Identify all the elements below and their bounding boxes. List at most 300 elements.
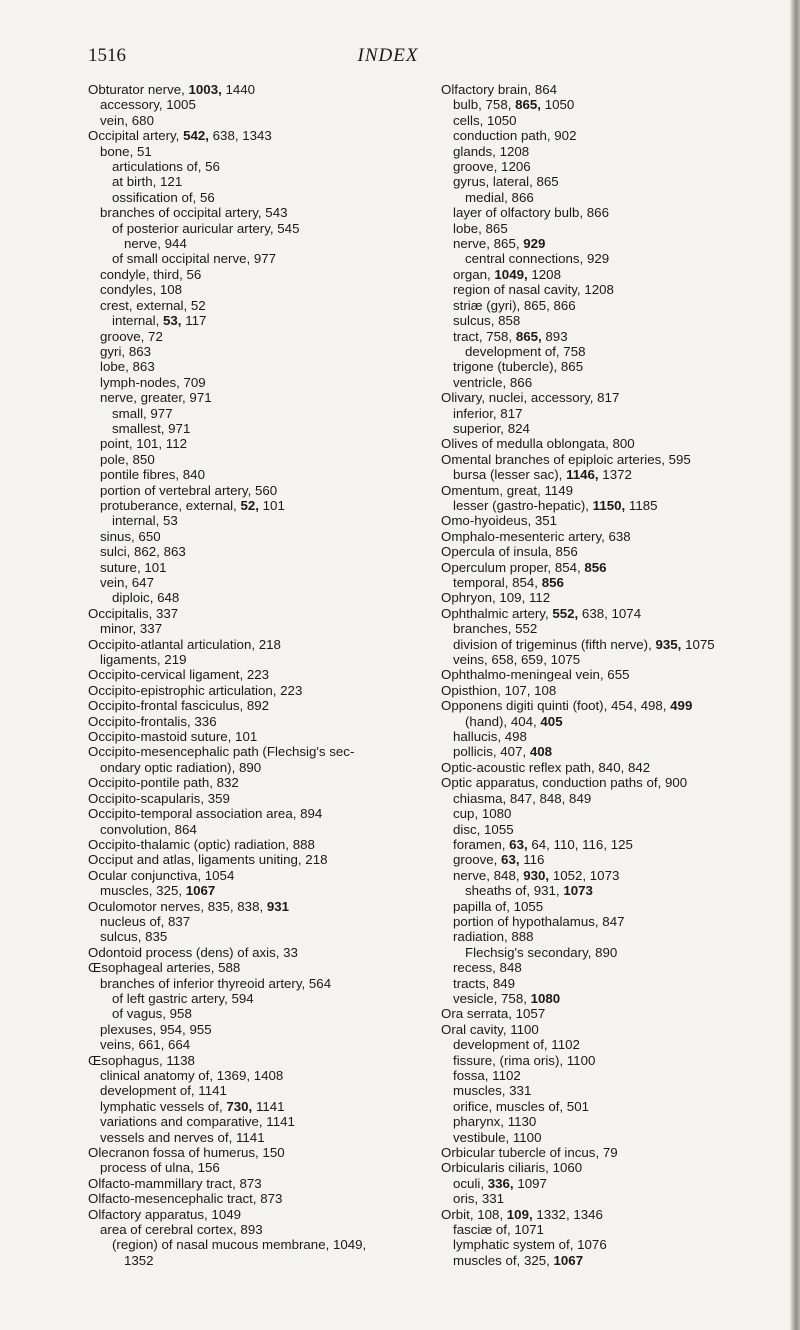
index-entry — [441, 714, 796, 729]
entry-text: muscles, 325, — [100, 883, 186, 899]
index-entry — [441, 791, 796, 806]
entry-text: nerve, 848, — [453, 867, 524, 883]
index-entry — [441, 1160, 796, 1175]
index-entry — [441, 698, 796, 713]
entry-text: ligaments, 219 — [100, 652, 187, 668]
entry-text: of left gastric artery, 594 — [112, 990, 254, 1006]
index-entry — [88, 267, 438, 282]
entry-text: pole, 850 — [100, 451, 155, 467]
entry-text: Occipito-thalamic (optic) radiation, 888 — [88, 836, 315, 852]
index-entry — [441, 544, 796, 559]
entry-text: accessory, 1005 — [100, 97, 196, 113]
entry-text: Occipitalis, 337 — [88, 605, 179, 621]
entry-bold-page: 1150, — [592, 497, 626, 513]
index-entry — [441, 1237, 796, 1252]
entry-text: Ophthalmic artery, — [441, 605, 553, 621]
index-entry — [88, 190, 438, 205]
index-entry — [441, 498, 796, 513]
index-entry — [88, 914, 438, 929]
index-entry — [88, 1130, 438, 1145]
index-entry — [88, 251, 438, 266]
entry-bold-page: 931 — [266, 898, 290, 914]
entry-text: Occipito-scapularis, 359 — [88, 790, 230, 806]
entry-text: clinical anatomy of, 1369, 1408 — [100, 1068, 284, 1083]
index-entry — [88, 1037, 438, 1052]
entry-text: Olives of medulla oblongata, 800 — [441, 436, 635, 452]
entry-bold-page: 1146, — [566, 467, 599, 483]
entry-text: nerve, greater, 971 — [100, 390, 212, 406]
index-entry — [441, 1130, 796, 1145]
entry-text: (region) of nasal mucous membrane, 1049, — [112, 1237, 367, 1253]
entry-bold-page: 856 — [541, 575, 564, 590]
entry-text: at birth, 121 — [112, 174, 183, 190]
index-entry — [441, 729, 796, 744]
page-header — [88, 45, 688, 71]
entry-text: condyle, third, 56 — [100, 266, 202, 282]
index-entry — [88, 621, 438, 636]
entry-text: of vagus, 958 — [112, 1006, 192, 1022]
entry-bold-page: 542, — [183, 128, 209, 144]
entry-text: veins, 658, 659, 1075 — [453, 652, 581, 668]
index-entry — [88, 97, 438, 112]
entry-text: lesser (gastro-hepatic), — [453, 497, 593, 513]
index-entry — [88, 775, 438, 790]
entry-text: variations and comparative, 1141 — [100, 1114, 295, 1130]
index-entry — [88, 529, 438, 544]
entry-text: Olfacto-mammillary tract, 873 — [88, 1175, 262, 1191]
index-entry — [441, 837, 796, 852]
entry-text: articulations of, 56 — [112, 159, 220, 175]
entry-bold-page: 552, — [552, 605, 579, 621]
index-entry — [88, 436, 438, 451]
entry-text: portion of vertebral artery, 560 — [100, 482, 278, 498]
index-entry — [88, 1006, 438, 1021]
entry-text: Ophryon, 109, 112 — [441, 590, 551, 606]
index-entry — [441, 329, 796, 344]
index-entry — [441, 529, 796, 544]
entry-text: Occiput and atlas, ligaments uniting, 218 — [88, 852, 328, 868]
entry-text: vesicle, 758, — [453, 990, 531, 1006]
entry-text: Orbit, 108, — [441, 1206, 507, 1222]
entry-after-text: 64, 110, 116, 125 — [527, 836, 633, 852]
entry-text: gyrus, lateral, 865 — [453, 174, 559, 190]
entry-text: central connections, 929 — [465, 251, 610, 267]
index-entry — [88, 236, 438, 251]
index-entry — [88, 652, 438, 667]
entry-text: plexuses, 954, 955 — [100, 1021, 212, 1037]
index-entry — [88, 144, 438, 159]
entry-text: Occipito-frontalis, 336 — [88, 713, 217, 729]
index-entry — [441, 205, 796, 220]
index-entry — [441, 1083, 796, 1098]
index-entry — [88, 637, 438, 652]
entry-text: portion of hypothalamus, 847 — [453, 913, 625, 929]
entry-text: Ocular conjunctiva, 1054 — [88, 867, 235, 883]
entry-text: vessels and nerves of, 1141 — [100, 1129, 265, 1145]
index-entry — [441, 760, 796, 775]
entry-after-text: 1332, 1346 — [532, 1206, 603, 1222]
entry-text: Omentum, great, 1149 — [441, 482, 574, 498]
index-entry — [88, 174, 438, 189]
index-entry — [441, 575, 796, 590]
index-entry — [88, 513, 438, 528]
entry-text: area of cerebral cortex, 893 — [100, 1222, 263, 1238]
index-entry — [441, 190, 796, 205]
entry-text: process of ulna, 156 — [100, 1160, 220, 1176]
index-column-right — [441, 82, 796, 1268]
entry-text: nerve, 944 — [124, 236, 187, 252]
entry-text: Oral cavity, 1100 — [441, 1021, 539, 1037]
entry-text: oris, 331 — [453, 1191, 504, 1207]
entry-text: layer of olfactory bulb, 866 — [453, 205, 609, 221]
entry-text: vestibule, 1100 — [453, 1129, 542, 1145]
index-entry — [441, 267, 796, 282]
entry-text: inferior, 817 — [453, 405, 523, 421]
index-entry — [441, 929, 796, 944]
index-entry — [88, 683, 438, 698]
index-entry — [441, 683, 796, 698]
entry-text: Opponens digiti quinti (foot), 454, 498, — [441, 698, 671, 714]
entry-bold-page: 1073 — [563, 883, 593, 899]
index-entry — [441, 806, 796, 821]
index-entry — [88, 729, 438, 744]
index-entry — [88, 113, 438, 128]
index-entry — [88, 359, 438, 374]
entry-text: Odontoid process (dens) of axis, 33 — [88, 944, 298, 960]
entry-text: (hand), 404, — [465, 713, 541, 729]
entry-text: gyri, 863 — [100, 343, 151, 359]
entry-text: trigone (tubercle), 865 — [453, 359, 584, 375]
entry-text: condyles, 108 — [100, 282, 183, 298]
entry-text: Œsophageal arteries, 588 — [88, 960, 241, 976]
entry-text: tracts, 849 — [453, 975, 516, 991]
index-entry — [441, 991, 796, 1006]
index-entry — [441, 1114, 796, 1129]
index-entry — [441, 1006, 796, 1021]
entry-text: Olfactory brain, 864 — [441, 82, 558, 97]
index-entry — [88, 282, 438, 297]
index-entry — [88, 406, 438, 421]
index-entry — [88, 1022, 438, 1037]
index-entry — [88, 698, 438, 713]
entry-bold-page: 865, — [515, 328, 542, 344]
index-entry — [441, 1253, 796, 1268]
index-entry — [441, 914, 796, 929]
index-entry — [88, 329, 438, 344]
entry-text: convolution, 864 — [100, 821, 197, 837]
entry-text: development of, 758 — [465, 343, 586, 359]
index-entry — [441, 744, 796, 759]
entry-bold-page: 63, — [509, 836, 528, 852]
entry-bold-page: 865, — [515, 97, 541, 113]
index-entry — [441, 1022, 796, 1037]
entry-text: ondary optic radiation), 890 — [100, 759, 262, 775]
entry-text: sinus, 650 — [100, 528, 161, 544]
index-entry — [441, 868, 796, 883]
index-entry — [88, 1253, 438, 1268]
index-entry — [441, 452, 796, 467]
entry-text: muscles, 331 — [453, 1083, 532, 1099]
index-entry — [88, 467, 438, 482]
entry-text: papilla of, 1055 — [453, 898, 544, 914]
entry-text: recess, 848 — [453, 960, 522, 976]
entry-text: muscles of, 325, — [453, 1252, 554, 1268]
entry-text: suture, 101 — [100, 559, 167, 575]
entry-after-text: 1208 — [527, 266, 561, 282]
index-entry — [88, 375, 438, 390]
entry-text: 1352 — [124, 1252, 154, 1268]
index-entry — [441, 359, 796, 374]
index-entry — [441, 251, 796, 266]
index-entry — [441, 113, 796, 128]
index-entry — [88, 1207, 438, 1222]
index-entry — [441, 621, 796, 636]
index-entry — [88, 1068, 438, 1083]
entry-text: radiation, 888 — [453, 929, 534, 945]
entry-text: Occipito-atlantal articulation, 218 — [88, 636, 281, 652]
entry-text: Operculum proper, 854, — [441, 559, 585, 575]
entry-text: tract, 758, — [453, 328, 516, 344]
index-entry — [88, 344, 438, 359]
entry-text: protuberance, external, — [100, 497, 241, 513]
entry-text: Olfactory apparatus, 1049 — [88, 1206, 242, 1222]
index-entry — [88, 1237, 438, 1252]
entry-text: nerve, 865, — [453, 236, 524, 252]
entry-bold-page: 109, — [506, 1206, 533, 1222]
entry-text: Oculomotor nerves, 835, 838, — [88, 898, 267, 914]
index-entry — [88, 221, 438, 236]
entry-text: superior, 824 — [453, 420, 530, 436]
index-entry — [88, 575, 438, 590]
index-entry — [441, 390, 796, 405]
index-entry — [441, 606, 796, 621]
index-entry — [441, 483, 796, 498]
entry-after-text: 1050 — [541, 97, 575, 113]
entry-text: Occipito-mastoid suture, 101 — [88, 729, 258, 745]
index-entry — [441, 436, 796, 451]
entry-text: sheaths of, 931, — [465, 883, 564, 899]
entry-text: Omental branches of epiploic arteries, 595 — [441, 451, 691, 467]
index-entry — [441, 1222, 796, 1237]
index-entry — [88, 899, 438, 914]
index-entry — [88, 667, 438, 682]
entry-text: hallucis, 498 — [453, 729, 527, 745]
entry-after-text: 893 — [541, 328, 568, 344]
index-entry — [441, 560, 796, 575]
index-entry — [441, 128, 796, 143]
entry-text: branches, 552 — [453, 621, 538, 637]
index-entry — [88, 590, 438, 605]
entry-text: oculi, — [453, 1175, 488, 1191]
entry-text: of small occipital nerve, 977 — [112, 251, 277, 267]
entry-after-text: 1440 — [221, 82, 256, 97]
index-entry — [441, 1068, 796, 1083]
index-entry — [88, 976, 438, 991]
entry-text: Orbicular tubercle of incus, 79 — [441, 1145, 618, 1161]
index-entry — [441, 1145, 796, 1160]
index-entry — [88, 1191, 438, 1206]
index-entry — [441, 144, 796, 159]
index-entry — [441, 1176, 796, 1191]
entry-text: disc, 1055 — [453, 821, 514, 837]
index-entry — [88, 744, 438, 759]
index-entry — [441, 637, 796, 652]
index-entry — [88, 760, 438, 775]
entry-text: glands, 1208 — [453, 143, 530, 159]
index-entry — [441, 344, 796, 359]
entry-after-text: 638, 1074 — [578, 605, 642, 621]
entry-text: minor, 337 — [100, 621, 163, 637]
entry-text: pontile fibres, 840 — [100, 467, 205, 483]
entry-text: chiasma, 847, 848, 849 — [453, 790, 592, 806]
running-title: INDEX — [357, 45, 419, 66]
index-entry — [441, 960, 796, 975]
index-entry — [88, 837, 438, 852]
index-entry — [88, 1083, 438, 1098]
entry-after-text: 638, 1343 — [208, 128, 272, 144]
index-entry — [441, 1207, 796, 1222]
index-entry — [88, 483, 438, 498]
index-entry — [441, 590, 796, 605]
index-entry — [441, 1037, 796, 1052]
entry-after-text: 1372 — [598, 467, 632, 483]
entry-text: Olivary, nuclei, accessory, 817 — [441, 390, 620, 406]
index-entry — [88, 1145, 438, 1160]
entry-text: bone, 51 — [100, 143, 152, 159]
entry-text: organ, — [453, 266, 495, 282]
entry-text: Opercula of insula, 856 — [441, 544, 578, 560]
entry-text: branches of inferior thyreoid artery, 564 — [100, 975, 332, 991]
index-entry — [88, 960, 438, 975]
entry-text: Occipito-cervical ligament, 223 — [88, 667, 270, 683]
index-entry — [441, 822, 796, 837]
entry-text: Occipito-mesencephalic path (Flechsig's sec- — [88, 744, 355, 760]
index-entry — [441, 421, 796, 436]
index-entry — [441, 221, 796, 236]
entry-text: division of trigeminus (fifth nerve), — [453, 636, 656, 652]
index-entry — [441, 852, 796, 867]
entry-bold-page: 1067 — [553, 1252, 584, 1268]
entry-text: region of nasal cavity, 1208 — [453, 282, 614, 298]
page-number: 1516 — [88, 45, 126, 66]
index-entry — [441, 899, 796, 914]
entry-bold-page: 929 — [523, 236, 546, 252]
entry-bold-page: 408 — [529, 744, 553, 760]
index-entry — [441, 976, 796, 991]
index-entry — [441, 406, 796, 421]
index-entry — [88, 806, 438, 821]
index-entry — [441, 652, 796, 667]
entry-bold-page: 1049, — [494, 266, 528, 282]
index-column-left — [88, 82, 438, 1268]
entry-bold-page: 52, — [240, 497, 259, 513]
index-entry — [88, 128, 438, 143]
entry-text: internal, — [112, 313, 163, 329]
index-entry — [88, 822, 438, 837]
index-entry — [88, 498, 438, 513]
entry-text: Olecranon fossa of humerus, 150 — [88, 1145, 285, 1161]
index-entry — [88, 1099, 438, 1114]
entry-text: conduction path, 902 — [453, 128, 577, 144]
entry-after-text: 101 — [258, 497, 285, 513]
entry-text: small, 977 — [112, 405, 173, 421]
entry-text: Orbicularis ciliaris, 1060 — [441, 1160, 583, 1176]
index-entry — [88, 82, 438, 97]
index-entry — [441, 298, 796, 313]
entry-bold-page: 930, — [523, 867, 550, 883]
index-entry — [441, 1053, 796, 1068]
entry-text: Omphalo-mesenteric artery, 638 — [441, 528, 631, 544]
entry-text: fasciæ of, 1071 — [453, 1222, 544, 1238]
index-entry — [441, 775, 796, 790]
entry-bold-page: 405 — [540, 713, 563, 729]
entry-after-text: 117 — [181, 313, 207, 329]
entry-after-text: 1097 — [513, 1175, 547, 1191]
entry-bold-page: 336, — [487, 1175, 514, 1191]
entry-bold-page: 935, — [655, 636, 682, 652]
index-entry — [441, 1099, 796, 1114]
entry-text: branches of occipital artery, 543 — [100, 205, 288, 221]
entry-text: sulcus, 858 — [453, 313, 521, 329]
entry-bold-page: 1003, — [188, 82, 222, 97]
entry-text: development of, 1102 — [453, 1037, 580, 1053]
index-entry — [441, 883, 796, 898]
entry-text: medial, 866 — [465, 189, 534, 205]
index-entry — [88, 159, 438, 174]
entry-text: Occipito-frontal fasciculus, 892 — [88, 698, 270, 714]
entry-text: Œsophagus, 1138 — [88, 1052, 195, 1068]
entry-text: Ophthalmo-meningeal vein, 655 — [441, 667, 630, 683]
entry-text: Obturator nerve, — [88, 82, 189, 97]
index-entry — [88, 945, 438, 960]
entry-text: nucleus of, 837 — [100, 913, 191, 929]
index-entry — [441, 159, 796, 174]
index-entry — [88, 544, 438, 559]
entry-text: ossification of, 56 — [112, 189, 215, 205]
index-entry — [88, 868, 438, 883]
entry-text: Omo-hyoideus, 351 — [441, 513, 558, 529]
index-entry — [441, 236, 796, 251]
entry-text: Occipital artery, — [88, 128, 184, 144]
index-entry — [88, 606, 438, 621]
index-entry — [88, 1053, 438, 1068]
entry-after-text: 116 — [519, 852, 545, 868]
entry-text: lobe, 863 — [100, 359, 155, 375]
entry-bold-page: 1067 — [185, 883, 216, 899]
entry-text: lymphatic system of, 1076 — [453, 1237, 607, 1253]
entry-text: Occipito-temporal association area, 894 — [88, 806, 323, 822]
entry-text: ventricle, 866 — [453, 374, 533, 390]
entry-after-text: 1052, 1073 — [549, 867, 620, 883]
index-entry — [88, 452, 438, 467]
entry-text: striæ (gyri), 865, 866 — [453, 297, 576, 313]
entry-after-text: 1075 — [681, 636, 715, 652]
index-entry — [88, 1160, 438, 1175]
entry-bold-page: 856 — [584, 559, 607, 575]
index-entry — [441, 945, 796, 960]
entry-bold-page: 53, — [163, 313, 182, 329]
entry-text: vein, 680 — [100, 112, 154, 128]
index-entry — [441, 667, 796, 682]
entry-text: development of, 1141 — [100, 1083, 227, 1099]
index-entry — [88, 991, 438, 1006]
entry-text: Olfacto-mesencephalic tract, 873 — [88, 1191, 283, 1207]
entry-text: of posterior auricular artery, 545 — [112, 220, 300, 236]
index-entry — [88, 1176, 438, 1191]
entry-text: diploic, 648 — [112, 590, 180, 606]
entry-text: orifice, muscles of, 501 — [453, 1098, 589, 1114]
index-entry — [88, 883, 438, 898]
